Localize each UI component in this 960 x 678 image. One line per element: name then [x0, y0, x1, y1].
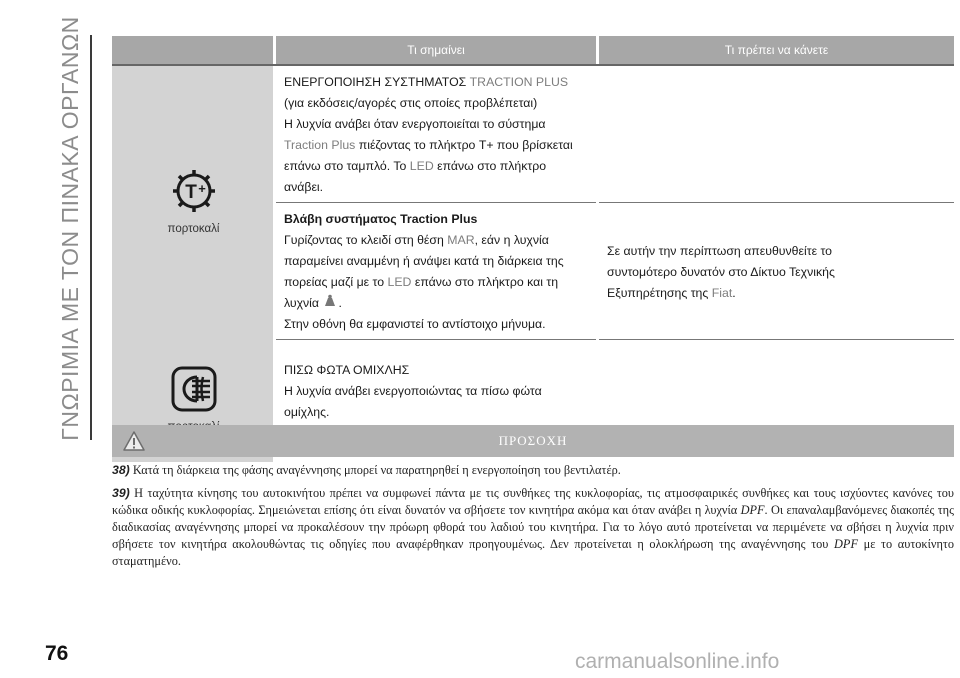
- icon-cell: [112, 65, 273, 340]
- chapter-title: ΓΝΩΡΙΜΙΑ ΜΕ ΤΟΝ ΠΙΝΑΚΑ ΟΡΓΑΝΩΝ: [56, 15, 83, 441]
- meaning-rear-fog: ΠΙΣΩ ΦΩΤΑ ΟΜΙΧΛΗΣ Η λυχνία ανάβει ενεργοποιώντας τα πίσω φώτα ομίχλης.: [284, 363, 542, 419]
- note-39: 39) Η ταχύτητα κίνησης του αυτοκινήτου πρέπει να συμφωνεί πάντα με τις συνθήκες της κυκλοφορίας, τις ατμοσφαιρικές συνθήκες και τους ισχύοντες κανόνες του κώδικα οδικής κυκλοφορίας. Σημειώνεται επίσης ότι είναι δυνατόν να σβήσετε τον κινητήρα ακόμα και όταν ανάβει η λυχνία DPF. Οι επαναλαμβανόμενες διακοπές της διαδικασίας αναγέννησης μπορεί να προκαλέσουν την πρόωρη φθορά του λαδιού του κινητήρα. Για το λόγο αυτό προτείνεται να περιμένετε να σβήσει η λυχνία πριν σβήσετε τον κινητήρα ακολουθώντας τις οδηγίες που αναφέρθηκαν προηγουμένως. Δεν προτείνεται η ολοκλήρωση της αναγέννησης του DPF με το αυτοκίνητο σταματημένο.: [112, 486, 954, 568]
- table-header: [112, 36, 954, 65]
- failure-warning-icon: [322, 293, 338, 309]
- warning-banner: [112, 425, 954, 457]
- page-number: 76: [45, 642, 69, 665]
- meaning-fault: Βλάβη συστήματος Traction Plus Γυρίζοντας το κλειδί στη θέση MAR, εάν η λυχνία παραμείνει αναμμένη ή ανάψει κατά τη διάρκεια της πορείας μαζί με το LED επάνω στο πλήκτρο και τη λυχνία . Στην οθόνη θα εμφανιστεί το αντίστοιχο μήνυμα.: [276, 203, 596, 340]
- header-action: Τι πρέπει να κάνετε: [599, 36, 954, 65]
- warning-notes: [112, 462, 954, 576]
- watermark: carmanualsonline.info: [575, 650, 780, 673]
- action-activation: [599, 65, 954, 203]
- traction-plus-icon: [170, 167, 218, 215]
- note-38: 38) Κατά τη διάρκεια της φάσης αναγέννησης μπορεί να παρατηρηθεί η ενεργοποίηση του βεντιλατέρ.: [112, 463, 621, 477]
- svg-text:T: T: [184, 182, 197, 204]
- table-row: [112, 65, 954, 203]
- header-meaning: Τι σημαίνει: [276, 36, 596, 65]
- warning-triangle-icon: [122, 430, 146, 452]
- action-fault: Σε αυτήν την περίπτωση απευθυνθείτε το συντομότερο δυνατόν στο Δίκτυο Τεχνικής Εξυπηρέτησης της Fiat.: [599, 203, 954, 340]
- header-icon-col: [112, 36, 273, 65]
- warning-lights-table: [112, 36, 954, 462]
- chapter-divider: [90, 35, 92, 440]
- meaning-activation: ΕΝΕΡΓΟΠΟΙΗΣΗ ΣΥΣΤΗΜΑΤΟΣ TRACTION PLUS (για εκδόσεις/αγορές στις οποίες προβλέπεται) Η λυχνία ανάβει όταν ενεργοποιείται το σύστημα Traction Plus πιέζοντας το πλήκτρο T+ που βρίσκεται επάνω στο ταμπλό. Το LED επάνω στο πλήκτρο ανάβει.: [276, 65, 596, 203]
- icon-color-label: πορτοκαλί: [167, 223, 220, 236]
- rear-fog-light-icon: [170, 365, 218, 413]
- warning-title: ΠΡΟΣΟΧΗ: [498, 433, 568, 448]
- svg-text:+: +: [197, 181, 206, 197]
